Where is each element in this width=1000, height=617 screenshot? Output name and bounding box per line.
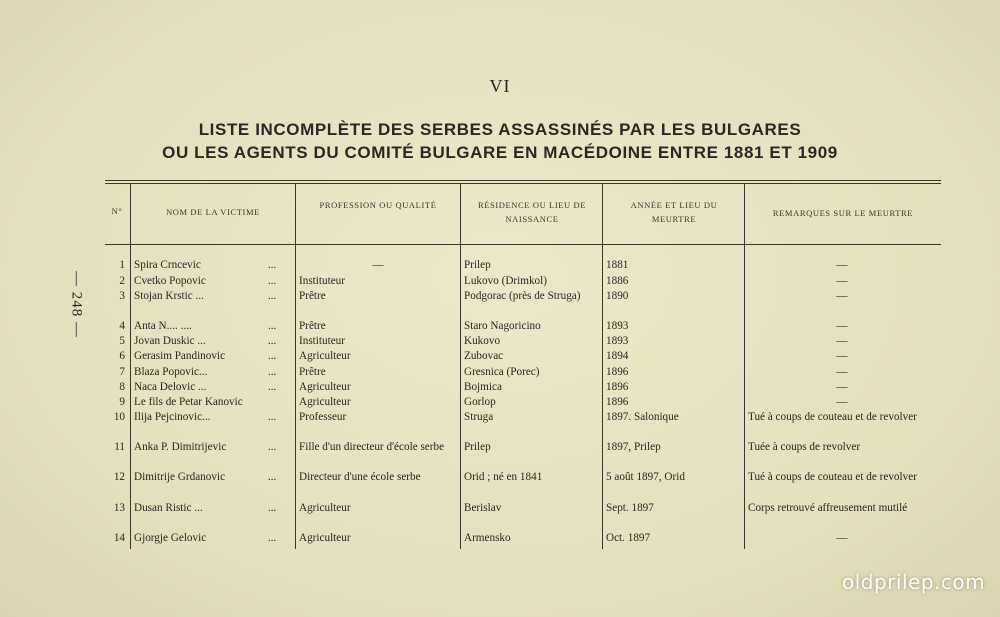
row-number: 11 <box>114 441 125 453</box>
year-and-place: 1897, Prilep <box>606 441 661 453</box>
header-residence: RÉSIDENCE OU LIEU DE NAISSANCE <box>477 200 587 224</box>
header-profession: PROFESSION OU QUALITÉ <box>319 200 437 210</box>
profession: Instituteur <box>299 275 345 287</box>
year-and-place: 1896 <box>606 396 629 408</box>
profession: Professeur <box>299 411 347 423</box>
residence: Podgorac (près de Struga) <box>464 290 581 302</box>
residence: Armensko <box>464 532 511 544</box>
remarks: Tué à coups de couteau et de revolver <box>748 471 917 483</box>
remarks: — <box>836 275 848 287</box>
profession: Prêtre <box>299 290 326 302</box>
victim-name: Jovan Duskic ... <box>134 335 206 347</box>
remarks: — <box>836 381 848 393</box>
year-and-place: 1893 <box>606 335 629 347</box>
victim-name: Spira Crncevic <box>134 259 201 271</box>
victim-name: Ilija Pejcinovic... <box>134 411 211 423</box>
header-year: ANNÉE ET LIEU DU MEURTRE <box>630 200 718 224</box>
remarks: — <box>836 290 848 302</box>
residence: Berislav <box>464 502 502 514</box>
leader-dots: ... <box>268 381 277 393</box>
remarks: — <box>836 366 848 378</box>
victim-name: Dusan Ristic ... <box>134 502 203 514</box>
victim-name: Gjorgje Gelovic <box>134 532 207 544</box>
leader-dots: ... <box>268 350 277 362</box>
victim-name: Gerasim Pandinovic <box>134 350 226 362</box>
row-number: 7 <box>119 366 125 378</box>
year-and-place: 1897. Salonique <box>606 411 679 423</box>
residence: Prilep <box>464 441 491 453</box>
leader-dots: ... <box>268 259 277 271</box>
victim-name: Stojan Krstic ... <box>134 290 204 302</box>
header-num: N° <box>111 206 123 216</box>
year-and-place: 1896 <box>606 381 629 393</box>
col-divider-5 <box>744 184 745 549</box>
page-number: — 248 — <box>68 271 85 338</box>
watermark: oldprilep.com <box>842 570 986 594</box>
profession: Prêtre <box>299 320 326 332</box>
page-number-margin <box>64 268 88 348</box>
profession: Agriculteur <box>299 532 351 544</box>
row-number: 6 <box>119 350 125 362</box>
row-number: 2 <box>119 275 125 287</box>
row-number: 13 <box>113 502 125 514</box>
victim-name: Blaza Popovic... <box>134 366 208 378</box>
residence: Staro Nagoricino <box>464 320 541 332</box>
residence: Kukovo <box>464 335 501 347</box>
col-divider-1 <box>130 184 131 549</box>
row-number: 12 <box>113 471 125 483</box>
table-header-rule <box>105 244 941 245</box>
residence: Gorlop <box>464 396 496 408</box>
profession: Agriculteur <box>299 350 351 362</box>
row-number: 4 <box>119 320 125 332</box>
remarks: — <box>836 259 848 271</box>
year-and-place: 1890 <box>606 290 629 302</box>
residence: Prilep <box>464 259 491 271</box>
year-and-place: Sept. 1897 <box>606 502 654 514</box>
row-number: 9 <box>119 396 125 408</box>
leader-dots: ... <box>268 411 277 423</box>
residence: Orid ; né en 1841 <box>464 471 543 483</box>
header-remarks: REMARQUES SUR LE MEURTRE <box>772 208 914 218</box>
year-and-place: 1886 <box>606 275 629 287</box>
leader-dots: ... <box>268 441 277 453</box>
header-name: NOM DE LA VICTIME <box>166 207 260 217</box>
residence: Struga <box>464 411 494 423</box>
victim-name: Anta N.... .... <box>134 320 192 332</box>
victim-name: Cvetko Popovic <box>134 275 206 287</box>
remarks: — <box>836 320 848 332</box>
row-number: 14 <box>113 532 125 544</box>
profession: Directeur d'une école serbe <box>299 471 421 483</box>
year-and-place: 1896 <box>606 366 629 378</box>
victim-name: Naca Delovic ... <box>134 381 207 393</box>
leader-dots: ... <box>268 502 277 514</box>
col-divider-3 <box>460 184 461 549</box>
profession: Instituteur <box>299 335 345 347</box>
remarks: — <box>836 532 848 544</box>
remarks: Tué à coups de couteau et de revolver <box>748 411 917 423</box>
year-and-place: 1894 <box>606 350 629 362</box>
table-top-rule-inner <box>105 183 941 184</box>
remarks: — <box>836 335 848 347</box>
victim-name: Anka P. Dimitrijevic <box>134 441 227 453</box>
row-number: 8 <box>119 381 125 393</box>
row-number: 10 <box>113 411 125 423</box>
row-number: 1 <box>119 259 125 271</box>
victim-name: Le fils de Petar Kanovic <box>134 396 243 408</box>
title-line-2: OU LES AGENTS DU COMITÉ BULGARE EN MACÉDOINE ENTRE 1881 ET 1909 <box>162 143 838 162</box>
remarks: Corps retrouvé affreusement mutilé <box>748 502 908 514</box>
leader-dots: ... <box>268 290 277 302</box>
profession: Prêtre <box>299 366 326 378</box>
leader-dots: ... <box>268 366 277 378</box>
residence: Gresnica (Porec) <box>464 366 540 378</box>
profession: Fille d'un directeur d'école serbe <box>299 441 445 453</box>
leader-dots: ... <box>268 275 277 287</box>
profession: — <box>372 259 384 271</box>
profession: Agriculteur <box>299 396 351 408</box>
profession: Agriculteur <box>299 381 351 393</box>
residence: Lukovo (Drimkol) <box>464 275 547 287</box>
col-divider-4 <box>602 184 603 549</box>
remarks: — <box>836 396 848 408</box>
leader-dots: ... <box>268 532 277 544</box>
victim-name: Dimitrije Grdanovic <box>134 471 226 483</box>
remarks: Tuée à coups de revolver <box>748 441 861 453</box>
profession: Agriculteur <box>299 502 351 514</box>
residence: Bojmica <box>464 381 502 393</box>
leader-dots: ... <box>268 320 277 332</box>
title-line-1: LISTE INCOMPLÈTE DES SERBES ASSASSINÉS PAR LES BULGARES <box>198 120 802 139</box>
row-number: 3 <box>119 290 125 302</box>
leader-dots: ... <box>268 335 277 347</box>
year-and-place: Oct. 1897 <box>606 532 651 544</box>
residence: Zubovac <box>464 350 504 362</box>
year-and-place: 1881 <box>606 259 629 271</box>
table-top-rule <box>105 180 941 181</box>
col-divider-2 <box>295 184 296 549</box>
year-and-place: 1893 <box>606 320 629 332</box>
chapter-number: VI <box>489 76 511 96</box>
row-number: 5 <box>119 335 125 347</box>
remarks: — <box>836 350 848 362</box>
year-and-place: 5 août 1897, Orid <box>606 471 685 483</box>
leader-dots: ... <box>268 471 277 483</box>
